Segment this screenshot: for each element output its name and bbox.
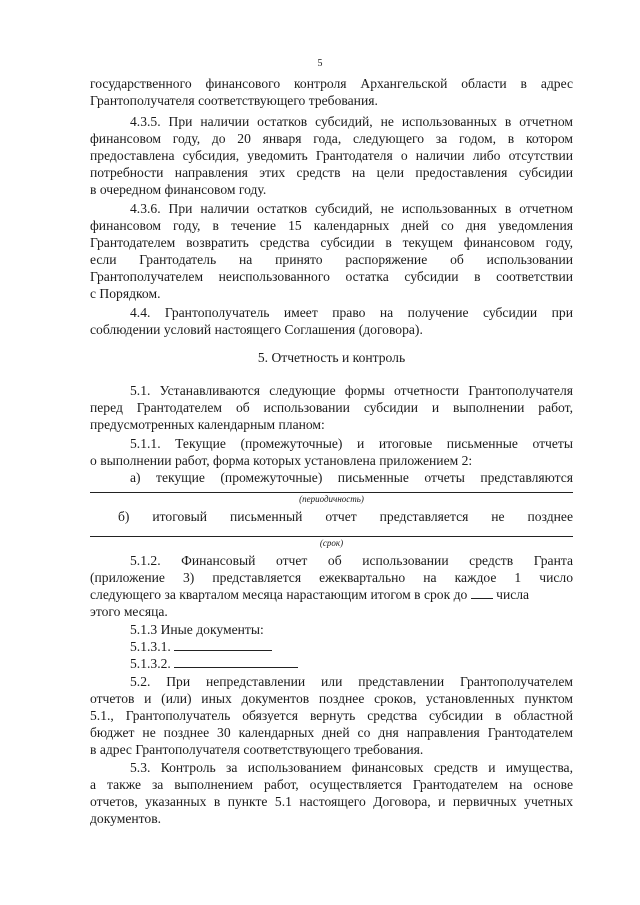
fill-in-line: [90, 536, 573, 537]
text-line: Грантополучателя соответствующего требования.: [90, 93, 378, 108]
text-line: в адрес Грантополучателя соответствующего требования.: [90, 742, 424, 757]
page-number: 5: [317, 58, 323, 69]
text-segment: следующего за кварталом месяца нарастающим итогом в срок до: [90, 587, 468, 602]
text-line: документов.: [90, 811, 162, 826]
text-line: финансовом году, в течение 15 календарных дней со дня уведомления: [90, 218, 573, 233]
text-line: перед Грантодателем об использовании субсидии и выполнении работ,: [90, 400, 573, 415]
text-line: (приложение 3) представляется ежеквартально на каждое 1 число: [90, 570, 573, 585]
text-line: бюджет не позднее 30 календарных дней со дня направления Грантодателем: [90, 725, 573, 740]
text-line: [130, 639, 573, 655]
text-line: 4.3.6. При наличии остатков субсидий, не использованных в отчетном: [130, 201, 573, 216]
section-title: 5. Отчетность и контроль: [257, 350, 406, 365]
text-line: б) итоговый письменный отчет представляется не позднее: [118, 509, 573, 524]
text-line: 5.1.3 Иные документы:: [130, 622, 264, 637]
text-line: государственного финансового контроля Архангельской области в адрес: [90, 76, 573, 91]
text-line: о выполнении работ, форма которых установлена приложением 2:: [90, 453, 473, 468]
text-line: предоставлена субсидия, уведомить Грантодателя о наличии либо отсутствии: [90, 148, 573, 163]
blank-field: [174, 656, 298, 668]
text-line: Грантодателем возвратить средства субсидии в текущем финансовом году,: [90, 235, 573, 250]
field-caption: (периодичность): [299, 494, 364, 504]
text-segment: числа: [496, 587, 530, 602]
text-line: предусмотренных календарным планом:: [90, 417, 325, 432]
field-caption: (срок): [319, 538, 344, 548]
text-line: этого месяца.: [90, 604, 168, 619]
item-number: 5.1.3.1.: [130, 639, 171, 654]
text-line: если Грантодатель на принято распоряжение об использовании: [90, 252, 573, 267]
text-line: [90, 587, 573, 603]
blank-field: [174, 639, 272, 651]
text-line: а также за выполнением работ, осуществляется Грантодателем на основе: [90, 777, 573, 792]
text-line: соблюдении условий настоящего Соглашения (договора).: [90, 322, 423, 337]
text-line: 5.1.1. Текущие (промежуточные) и итоговые письменные отчеты: [130, 436, 573, 451]
text-line: 5.1. Устанавливаются следующие формы отчетности Грантополучателя: [130, 383, 573, 398]
fill-in-line: [90, 492, 573, 493]
text-line: Грантополучателем неиспользованного остатка субсидии в соответствии: [90, 269, 573, 284]
text-line: а) текущие (промежуточные) письменные отчеты представляются: [130, 470, 573, 485]
text-line: [130, 656, 573, 672]
item-number: 5.1.3.2.: [130, 656, 171, 671]
text-line: с Порядком.: [90, 286, 161, 301]
text-line: отчетов и (или) иных документов позднее сроков, установленных пунктом: [90, 691, 573, 706]
text-line: 5.3. Контроль за использованием финансовых средств и имущества,: [130, 760, 573, 775]
text-line: 4.3.5. При наличии остатков субсидий, не использованных в отчетном: [130, 114, 573, 129]
text-line: 5.2. При непредставлении или представлении Грантополучателем: [130, 674, 573, 689]
text-line: 5.1., Грантополучатель обязуется вернуть средства субсидии в областной: [90, 708, 573, 723]
text-line: потребности направления этих средств на цели предоставления субсидии: [90, 165, 573, 180]
blank-field: [471, 587, 493, 599]
text-line: отчетов, указанных в пункте 5.1 настоящего Договора, и первичных учетных: [90, 794, 573, 809]
text-line: финансовом году, до 20 января года, следующего за годом, в котором: [90, 131, 573, 146]
text-line: 5.1.2. Финансовый отчет об использовании средств Гранта: [130, 553, 573, 568]
text-line: 4.4. Грантополучатель имеет право на получение субсидии при: [130, 305, 573, 320]
text-line: в очередном финансовом году.: [90, 182, 267, 197]
